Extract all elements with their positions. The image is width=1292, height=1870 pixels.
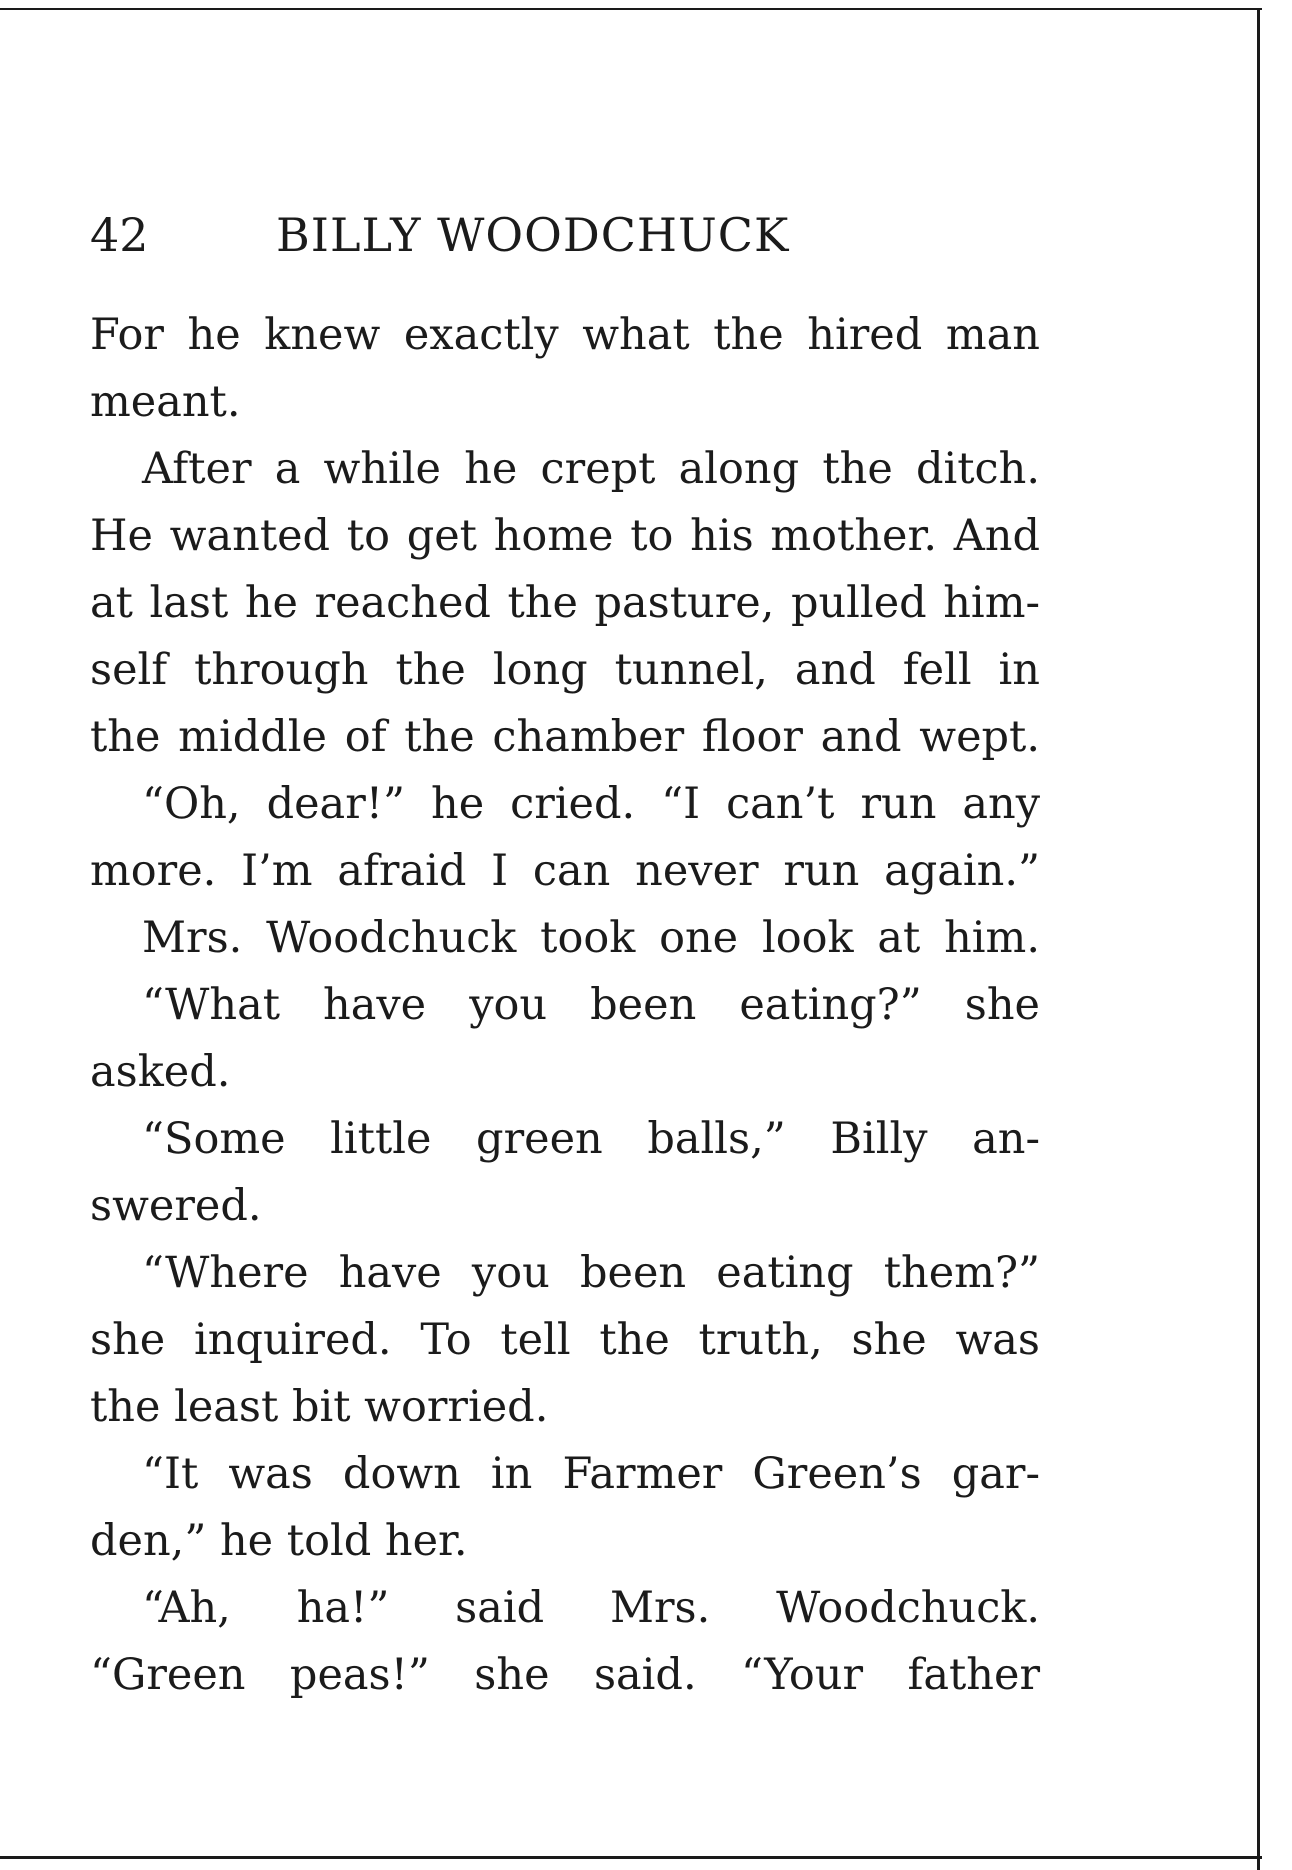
text-line: For he knew exactly what the hired man — [90, 310, 1040, 360]
text-line: “What have you been eating?” she — [142, 980, 1040, 1030]
top-border-line — [0, 8, 1262, 10]
text-line: more. I’m afraid I can never run again.” — [90, 846, 1040, 896]
text-line: at last he reached the pasture, pulled him- — [90, 578, 1040, 628]
text-line: “Oh, dear!” he cried. “I can’t run any — [142, 779, 1040, 829]
page-number: 42 — [90, 208, 149, 262]
text-line: Mrs. Woodchuck took one look at him. — [142, 913, 1040, 963]
text-line: the middle of the chamber floor and wept. — [90, 712, 1040, 762]
right-border-line — [1257, 10, 1260, 1870]
page-body — [90, 302, 1040, 1709]
text-line: “Where have you been eating them?” — [142, 1248, 1040, 1298]
text-line: meant. — [90, 377, 241, 427]
bottom-border-line — [0, 1856, 1262, 1859]
text-line: He wanted to get home to his mother. And — [90, 511, 1040, 561]
text-line: swered. — [90, 1181, 262, 1231]
text-line: the least bit worried. — [90, 1382, 549, 1432]
text-line: “Ah, ha!” said Mrs. Woodchuck. — [142, 1583, 1040, 1633]
running-header — [90, 205, 1040, 265]
text-line: “Green peas!” she said. “Your father — [90, 1650, 1040, 1700]
text-line: “Some little green balls,” Billy an- — [142, 1114, 1040, 1164]
text-line: den,” he told her. — [90, 1516, 468, 1566]
text-line: she inquired. To tell the truth, she was — [90, 1315, 1040, 1365]
text-line: “It was down in Farmer Green’s gar- — [142, 1449, 1040, 1499]
text-line: asked. — [90, 1047, 231, 1097]
text-line: After a while he crept along the ditch. — [142, 444, 1040, 494]
running-title: BILLY WOODCHUCK — [276, 208, 790, 262]
text-line: self through the long tunnel, and fell in — [90, 645, 1040, 695]
